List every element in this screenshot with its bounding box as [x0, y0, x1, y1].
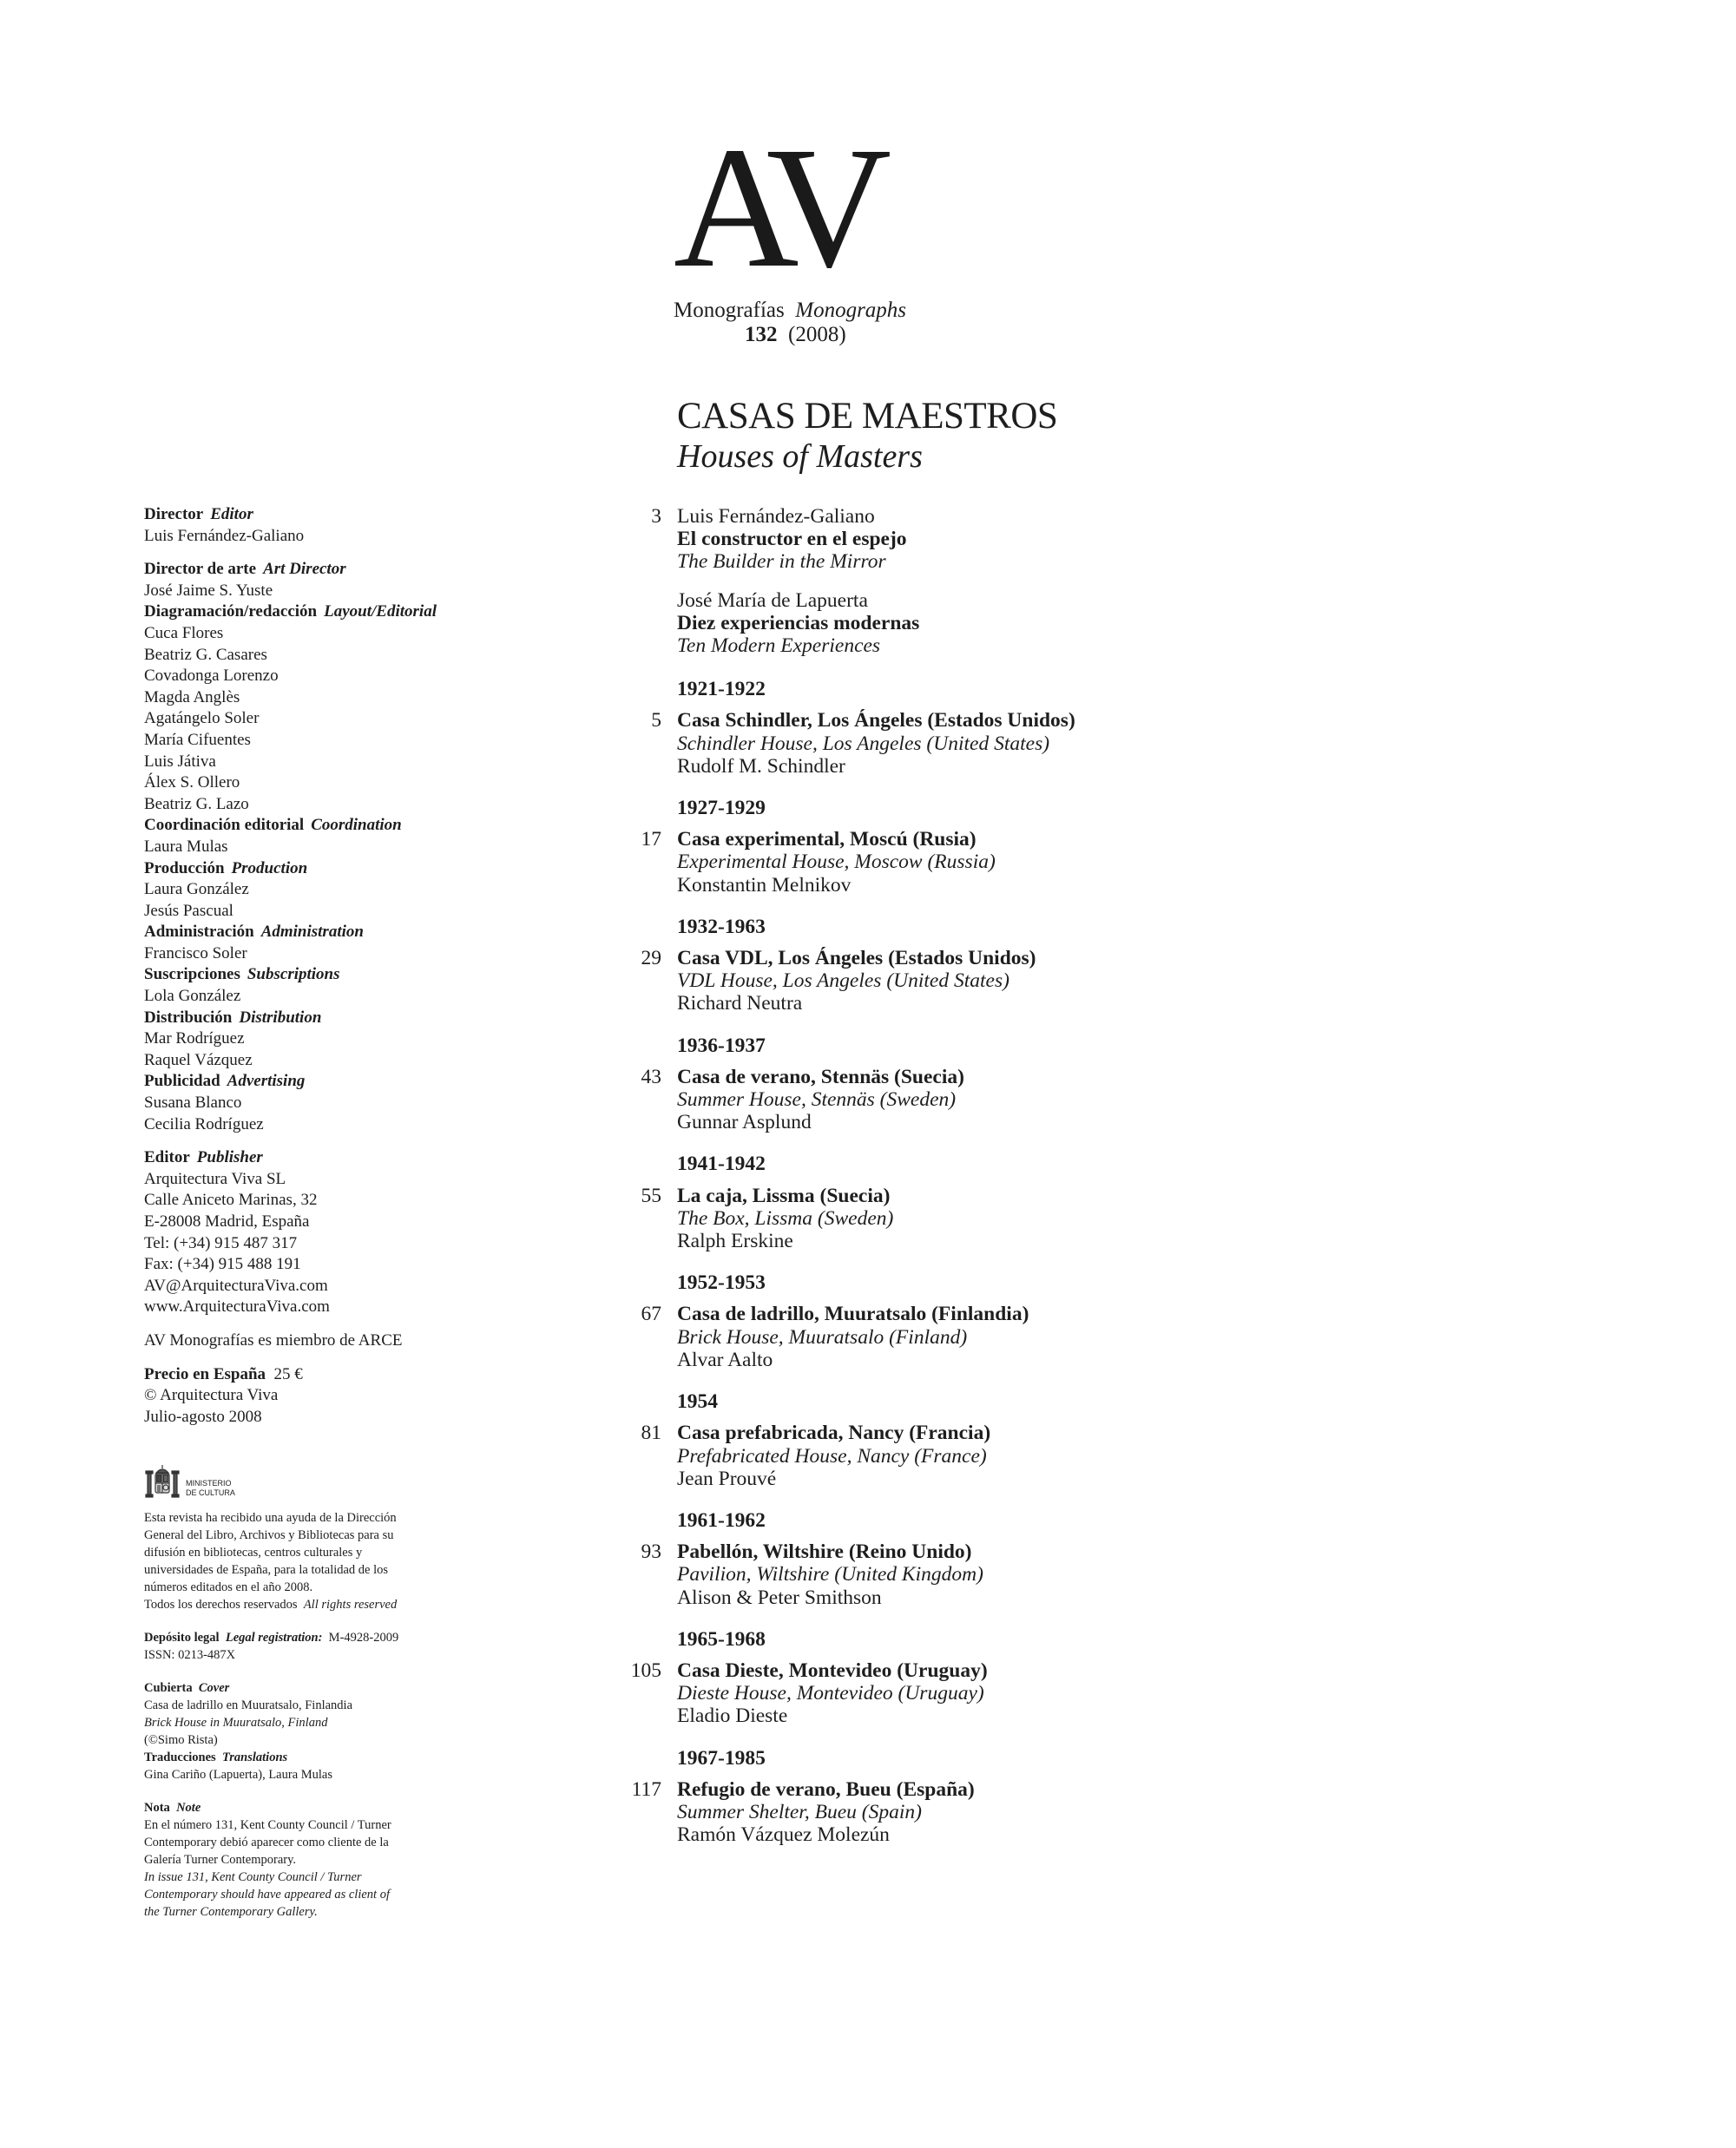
- credit-label: [144, 559, 578, 581]
- smallprint: [144, 1509, 578, 1921]
- toc-essay-body: [677, 589, 1476, 658]
- credit-name: Laura González: [144, 880, 249, 899]
- toc-years: 1941-1942: [677, 1153, 766, 1176]
- toc-title-es: Casa prefabricada, Nancy (Francia): [677, 1422, 991, 1445]
- credit-group: [144, 1008, 578, 1072]
- credit-name: Cecilia Rodríguez: [144, 1114, 264, 1133]
- credit-label-es: Diagramación/redacción: [144, 602, 318, 621]
- toc-title-en: VDL House, Los Angeles (United States): [677, 969, 1009, 993]
- credit-name: Covadonga Lorenzo: [144, 667, 279, 686]
- toc-house-entry[interactable]: [608, 828, 1476, 897]
- credit-name: Susana Blanco: [144, 1094, 242, 1113]
- credit-label-en: Coordination: [311, 816, 402, 835]
- grant-notice: [144, 1509, 578, 1596]
- toc-title-es: Diez experiencias modernas: [677, 611, 920, 634]
- toc-house-body: [677, 709, 1476, 778]
- toc-house-body: [677, 1185, 1476, 1253]
- ministry-name: [186, 1479, 235, 1497]
- credit-name: Mar Rodríguez: [144, 1029, 245, 1048]
- av-logo: AV: [674, 122, 882, 295]
- credit-group: [144, 601, 578, 815]
- credit-name: José Jaime S. Yuste: [144, 581, 273, 600]
- toc-house-entry[interactable]: [608, 1185, 1476, 1253]
- cover-en: Brick House in Muuratsalo, Finland: [144, 1716, 328, 1731]
- credit-label: [144, 922, 578, 943]
- note-label: Nota Note: [144, 1801, 201, 1816]
- toc-years: 1936-1937: [677, 1034, 766, 1057]
- toc-house-entry[interactable]: [608, 1659, 1476, 1728]
- spanish-coat-of-arms-icon: [144, 1464, 181, 1499]
- credit-name: Beatriz G. Lazo: [144, 794, 249, 813]
- credit-label-en: Administration: [260, 923, 364, 942]
- publisher-label: Editor Publisher: [144, 1148, 263, 1167]
- credit-name: Raquel Vázquez: [144, 1050, 253, 1069]
- credit-label: [144, 1071, 578, 1093]
- toc-page-number: 81: [641, 1422, 661, 1445]
- note-es: [144, 1816, 578, 1869]
- issue-year: (2008): [788, 323, 846, 346]
- ministry-line-1: MINISTERIO: [186, 1479, 232, 1488]
- toc-title-en: Summer Shelter, Bueu (Spain): [677, 1800, 922, 1823]
- ministry-line-2: DE CULTURA: [186, 1488, 235, 1497]
- price-line: [144, 1364, 578, 1386]
- arce-note: AV Monografías es miembro de ARCE: [144, 1330, 403, 1350]
- toc-essay[interactable]: [608, 589, 1476, 658]
- credit-name: Francisco Soler: [144, 943, 247, 962]
- toc-house-body: [677, 1303, 1476, 1371]
- grant-line: Esta revista ha recibido una ayuda de la Dirección: [144, 1511, 397, 1526]
- toc-house-entry[interactable]: [608, 1422, 1476, 1490]
- toc-architect: Rudolf M. Schindler: [677, 754, 845, 778]
- credit-label: [144, 815, 578, 837]
- credit-group: [144, 964, 578, 1007]
- credit-name: Luis Játiva: [144, 752, 216, 771]
- toc-house-entry[interactable]: [608, 1778, 1476, 1847]
- publisher-line: Arquitectura Viva SL: [144, 1169, 286, 1188]
- toc-title-es: Casa experimental, Moscú (Rusia): [677, 828, 976, 851]
- credit-label-en: Production: [231, 858, 308, 877]
- toc-title-es: La caja, Lissma (Suecia): [677, 1184, 891, 1207]
- toc-house-body: [677, 1422, 1476, 1490]
- toc-title-en: Prefabricated House, Nancy (France): [677, 1444, 987, 1468]
- toc-essay-body: [677, 505, 1476, 574]
- credit-name: María Cifuentes: [144, 730, 251, 749]
- grant-line: universidades de España, para la totalidad de los: [144, 1563, 389, 1578]
- credit-label-en: Layout/Editorial: [324, 602, 437, 621]
- publisher-line: E-28008 Madrid, España: [144, 1212, 310, 1231]
- series-line: [674, 299, 960, 323]
- toc-architect: Gunnar Asplund: [677, 1111, 812, 1134]
- ministry-logo: [144, 1462, 578, 1499]
- credit-group: [144, 1071, 578, 1135]
- toc-house-body: [677, 828, 1476, 897]
- publisher-block: [144, 1147, 578, 1318]
- toc-house-entry[interactable]: [608, 709, 1476, 778]
- publisher-line: Fax: (+34) 915 488 191: [144, 1255, 301, 1274]
- toc-years: 1952-1953: [677, 1271, 766, 1295]
- toc-architect: Eladio Dieste: [677, 1705, 788, 1728]
- series-es: Monografías: [674, 299, 785, 322]
- credit-group: [144, 858, 578, 923]
- issue-line: [674, 323, 960, 347]
- note-en-line: the Turner Contemporary Gallery.: [144, 1905, 318, 1920]
- issue-date: Julio-agosto 2008: [144, 1407, 262, 1426]
- credit-label-es: Distribución: [144, 1008, 233, 1027]
- toc-page-number: 93: [641, 1540, 661, 1564]
- toc-intro: [608, 505, 1476, 657]
- toc-years: 1954: [677, 1390, 718, 1414]
- credit-label-en: Editor: [210, 505, 253, 523]
- toc-architect: Alison & Peter Smithson: [677, 1586, 882, 1609]
- toc-title-en: Brick House, Muuratsalo (Finland): [677, 1325, 968, 1349]
- toc-page-number: 17: [641, 828, 661, 851]
- toc-years: 1961-1962: [677, 1508, 766, 1532]
- issn: ISSN: 0213-487X: [144, 1648, 236, 1663]
- credit-name: Luis Fernández-Galiano: [144, 526, 305, 545]
- publisher-line: AV@ArquitecturaViva.com: [144, 1276, 328, 1295]
- toc-house-entry[interactable]: [608, 1066, 1476, 1134]
- price-block: [144, 1364, 578, 1429]
- translations: Gina Cariño (Lapuerta), Laura Mulas: [144, 1768, 333, 1783]
- credit-label-es: Suscripciones: [144, 965, 240, 984]
- credit-label-es: Producción: [144, 858, 225, 877]
- toc-architect: Richard Neutra: [677, 992, 803, 1015]
- note-block: [144, 1799, 578, 1921]
- toc-page-number: 117: [631, 1777, 661, 1801]
- toc-house-entry[interactable]: [608, 1540, 1476, 1609]
- price-value: 25 €: [273, 1364, 303, 1383]
- note-es-line: En el número 131, Kent County Council / Turner: [144, 1818, 391, 1833]
- toc-page-number: 67: [641, 1303, 661, 1326]
- toc-house-body: [677, 947, 1476, 1015]
- credit-name: Álex S. Ollero: [144, 773, 240, 792]
- toc-page-number: 3: [651, 505, 661, 528]
- cover-block: [144, 1679, 578, 1783]
- legal-registration: Depósito legal Legal registration: M-4928-2009: [144, 1631, 399, 1645]
- toc-years: 1927-1929: [677, 797, 766, 820]
- toc-architect: Konstantin Melnikov: [677, 873, 852, 897]
- toc-years: 1921-1922: [677, 678, 766, 701]
- toc-author: José María de Lapuerta: [677, 588, 868, 612]
- cover-es: Casa de ladrillo en Muuratsalo, Finlandia: [144, 1698, 353, 1713]
- cover-label: Cubierta Cover: [144, 1681, 230, 1696]
- series-en: Monographs: [795, 299, 907, 322]
- issue-number: 132: [745, 323, 778, 346]
- toc-title-en: Experimental House, Moscow (Russia): [677, 851, 996, 874]
- toc-page-number: 5: [651, 709, 661, 732]
- credit-name: Laura Mulas: [144, 837, 228, 856]
- publisher-line: Calle Aniceto Marinas, 32: [144, 1191, 318, 1210]
- publisher-line: www.ArquitecturaViva.com: [144, 1297, 330, 1317]
- credit-label-es: Administración: [144, 923, 254, 942]
- credit-name: Cuca Flores: [144, 623, 224, 642]
- note-en-line: In issue 131, Kent County Council / Turner: [144, 1870, 362, 1885]
- credits-column: [144, 504, 578, 1921]
- toc-page-number: 55: [641, 1184, 661, 1207]
- toc-house-body: [677, 1540, 1476, 1609]
- toc-years: 1967-1985: [677, 1746, 766, 1770]
- rights-line: Todos los derechos reservados All rights reserved: [144, 1598, 398, 1613]
- toc-title-en: Dieste House, Montevideo (Uruguay): [677, 1682, 984, 1705]
- toc-title-en: Pavilion, Wiltshire (United Kingdom): [677, 1563, 983, 1586]
- credit-label-es: Publicidad: [144, 1072, 220, 1091]
- title-es: CASAS DE MAESTROS: [677, 396, 1058, 437]
- toc-title-en: Summer House, Stennäs (Sweden): [677, 1088, 957, 1112]
- credit-group: [144, 922, 578, 964]
- toc-title-es: Refugio de verano, Bueu (España): [677, 1777, 975, 1801]
- legal-block: [144, 1629, 578, 1664]
- translations-label: Traducciones Translations: [144, 1751, 288, 1765]
- masthead: [674, 122, 960, 347]
- credit-label-en: Advertising: [227, 1072, 306, 1091]
- toc-title-es: Casa VDL, Los Ángeles (Estados Unidos): [677, 947, 1036, 970]
- toc-page-number: 105: [630, 1659, 661, 1682]
- toc-house-entry[interactable]: [608, 1303, 1476, 1371]
- table-of-contents: [608, 505, 1476, 1846]
- grant-line: difusión en bibliotecas, centros culturales y: [144, 1546, 363, 1560]
- staff-credits: [144, 504, 578, 1135]
- publisher-lines: [144, 1169, 578, 1318]
- credit-label: [144, 964, 578, 986]
- credit-group: [144, 504, 578, 547]
- toc-author: Luis Fernández-Galiano: [677, 505, 875, 528]
- grant-line: General del Libro, Archivos y Bibliotecas para su: [144, 1528, 394, 1543]
- grant-line: números editados en el año 2008.: [144, 1580, 313, 1595]
- price-label: Precio en España: [144, 1364, 266, 1383]
- toc-essay[interactable]: [608, 505, 1476, 574]
- credit-label-es: Director de arte: [144, 560, 257, 579]
- credit-label-es: Director: [144, 505, 204, 523]
- cover-credit: (©Simo Rista): [144, 1733, 218, 1748]
- note-en: [144, 1869, 578, 1921]
- credit-label: [144, 858, 578, 880]
- credit-group: [144, 815, 578, 857]
- toc-house-body: [677, 1066, 1476, 1134]
- toc-years: 1965-1968: [677, 1627, 766, 1651]
- note-es-line: Contemporary debió aparecer como cliente de la: [144, 1836, 389, 1850]
- toc-house-entry[interactable]: [608, 947, 1476, 1015]
- toc-title-es: Casa Schindler, Los Ángeles (Estados Unidos): [677, 709, 1075, 732]
- toc-title-es: Pabellón, Wiltshire (Reino Unido): [677, 1540, 972, 1564]
- credit-name: Magda Anglès: [144, 687, 240, 706]
- credit-name: Beatriz G. Casares: [144, 645, 267, 664]
- toc-title-en: Schindler House, Los Angeles (United States): [677, 732, 1050, 755]
- toc-architect: Ramón Vázquez Molezún: [677, 1823, 890, 1847]
- note-es-line: Galería Turner Contemporary.: [144, 1853, 297, 1868]
- copyright: © Arquitectura Viva: [144, 1386, 279, 1405]
- toc-years: 1932-1963: [677, 915, 766, 938]
- note-en-line: Contemporary should have appeared as client of: [144, 1888, 390, 1902]
- credit-label-en: Distribution: [239, 1008, 322, 1027]
- toc-house-body: [677, 1659, 1476, 1728]
- toc-architect: Jean Prouvé: [677, 1467, 777, 1490]
- toc-title-en: The Builder in the Mirror: [677, 550, 886, 574]
- credit-label-en: Art Director: [263, 560, 346, 579]
- credit-name: Agatángelo Soler: [144, 709, 260, 728]
- toc-house-body: [677, 1778, 1476, 1847]
- toc-title-es: Casa Dieste, Montevideo (Uruguay): [677, 1659, 988, 1682]
- toc-title-es: Casa de ladrillo, Muuratsalo (Finlandia): [677, 1303, 1029, 1326]
- toc-houses: [608, 678, 1476, 1846]
- publisher-line: Tel: (+34) 915 487 317: [144, 1233, 298, 1252]
- credit-label-en: Subscriptions: [247, 965, 340, 984]
- credit-label: [144, 504, 578, 526]
- credit-name: Lola González: [144, 987, 241, 1006]
- toc-architect: Ralph Erskine: [677, 1230, 793, 1253]
- toc-page-number: 29: [641, 947, 661, 970]
- toc-title-es: Casa de verano, Stennäs (Suecia): [677, 1065, 964, 1088]
- issue-title: [677, 396, 1057, 476]
- toc-title-en: Ten Modern Experiences: [677, 634, 881, 658]
- toc-architect: Alvar Aalto: [677, 1348, 773, 1371]
- credit-label: [144, 1008, 578, 1029]
- credit-name: Jesús Pascual: [144, 901, 233, 920]
- toc-title-en: The Box, Lissma (Sweden): [677, 1206, 894, 1230]
- toc-title-es: El constructor en el espejo: [677, 528, 907, 551]
- credit-label-es: Coordinación editorial: [144, 816, 305, 835]
- credit-group: [144, 559, 578, 601]
- toc-page-number: 43: [641, 1065, 661, 1088]
- title-en: Houses of Masters: [677, 438, 923, 475]
- credit-label: [144, 601, 578, 623]
